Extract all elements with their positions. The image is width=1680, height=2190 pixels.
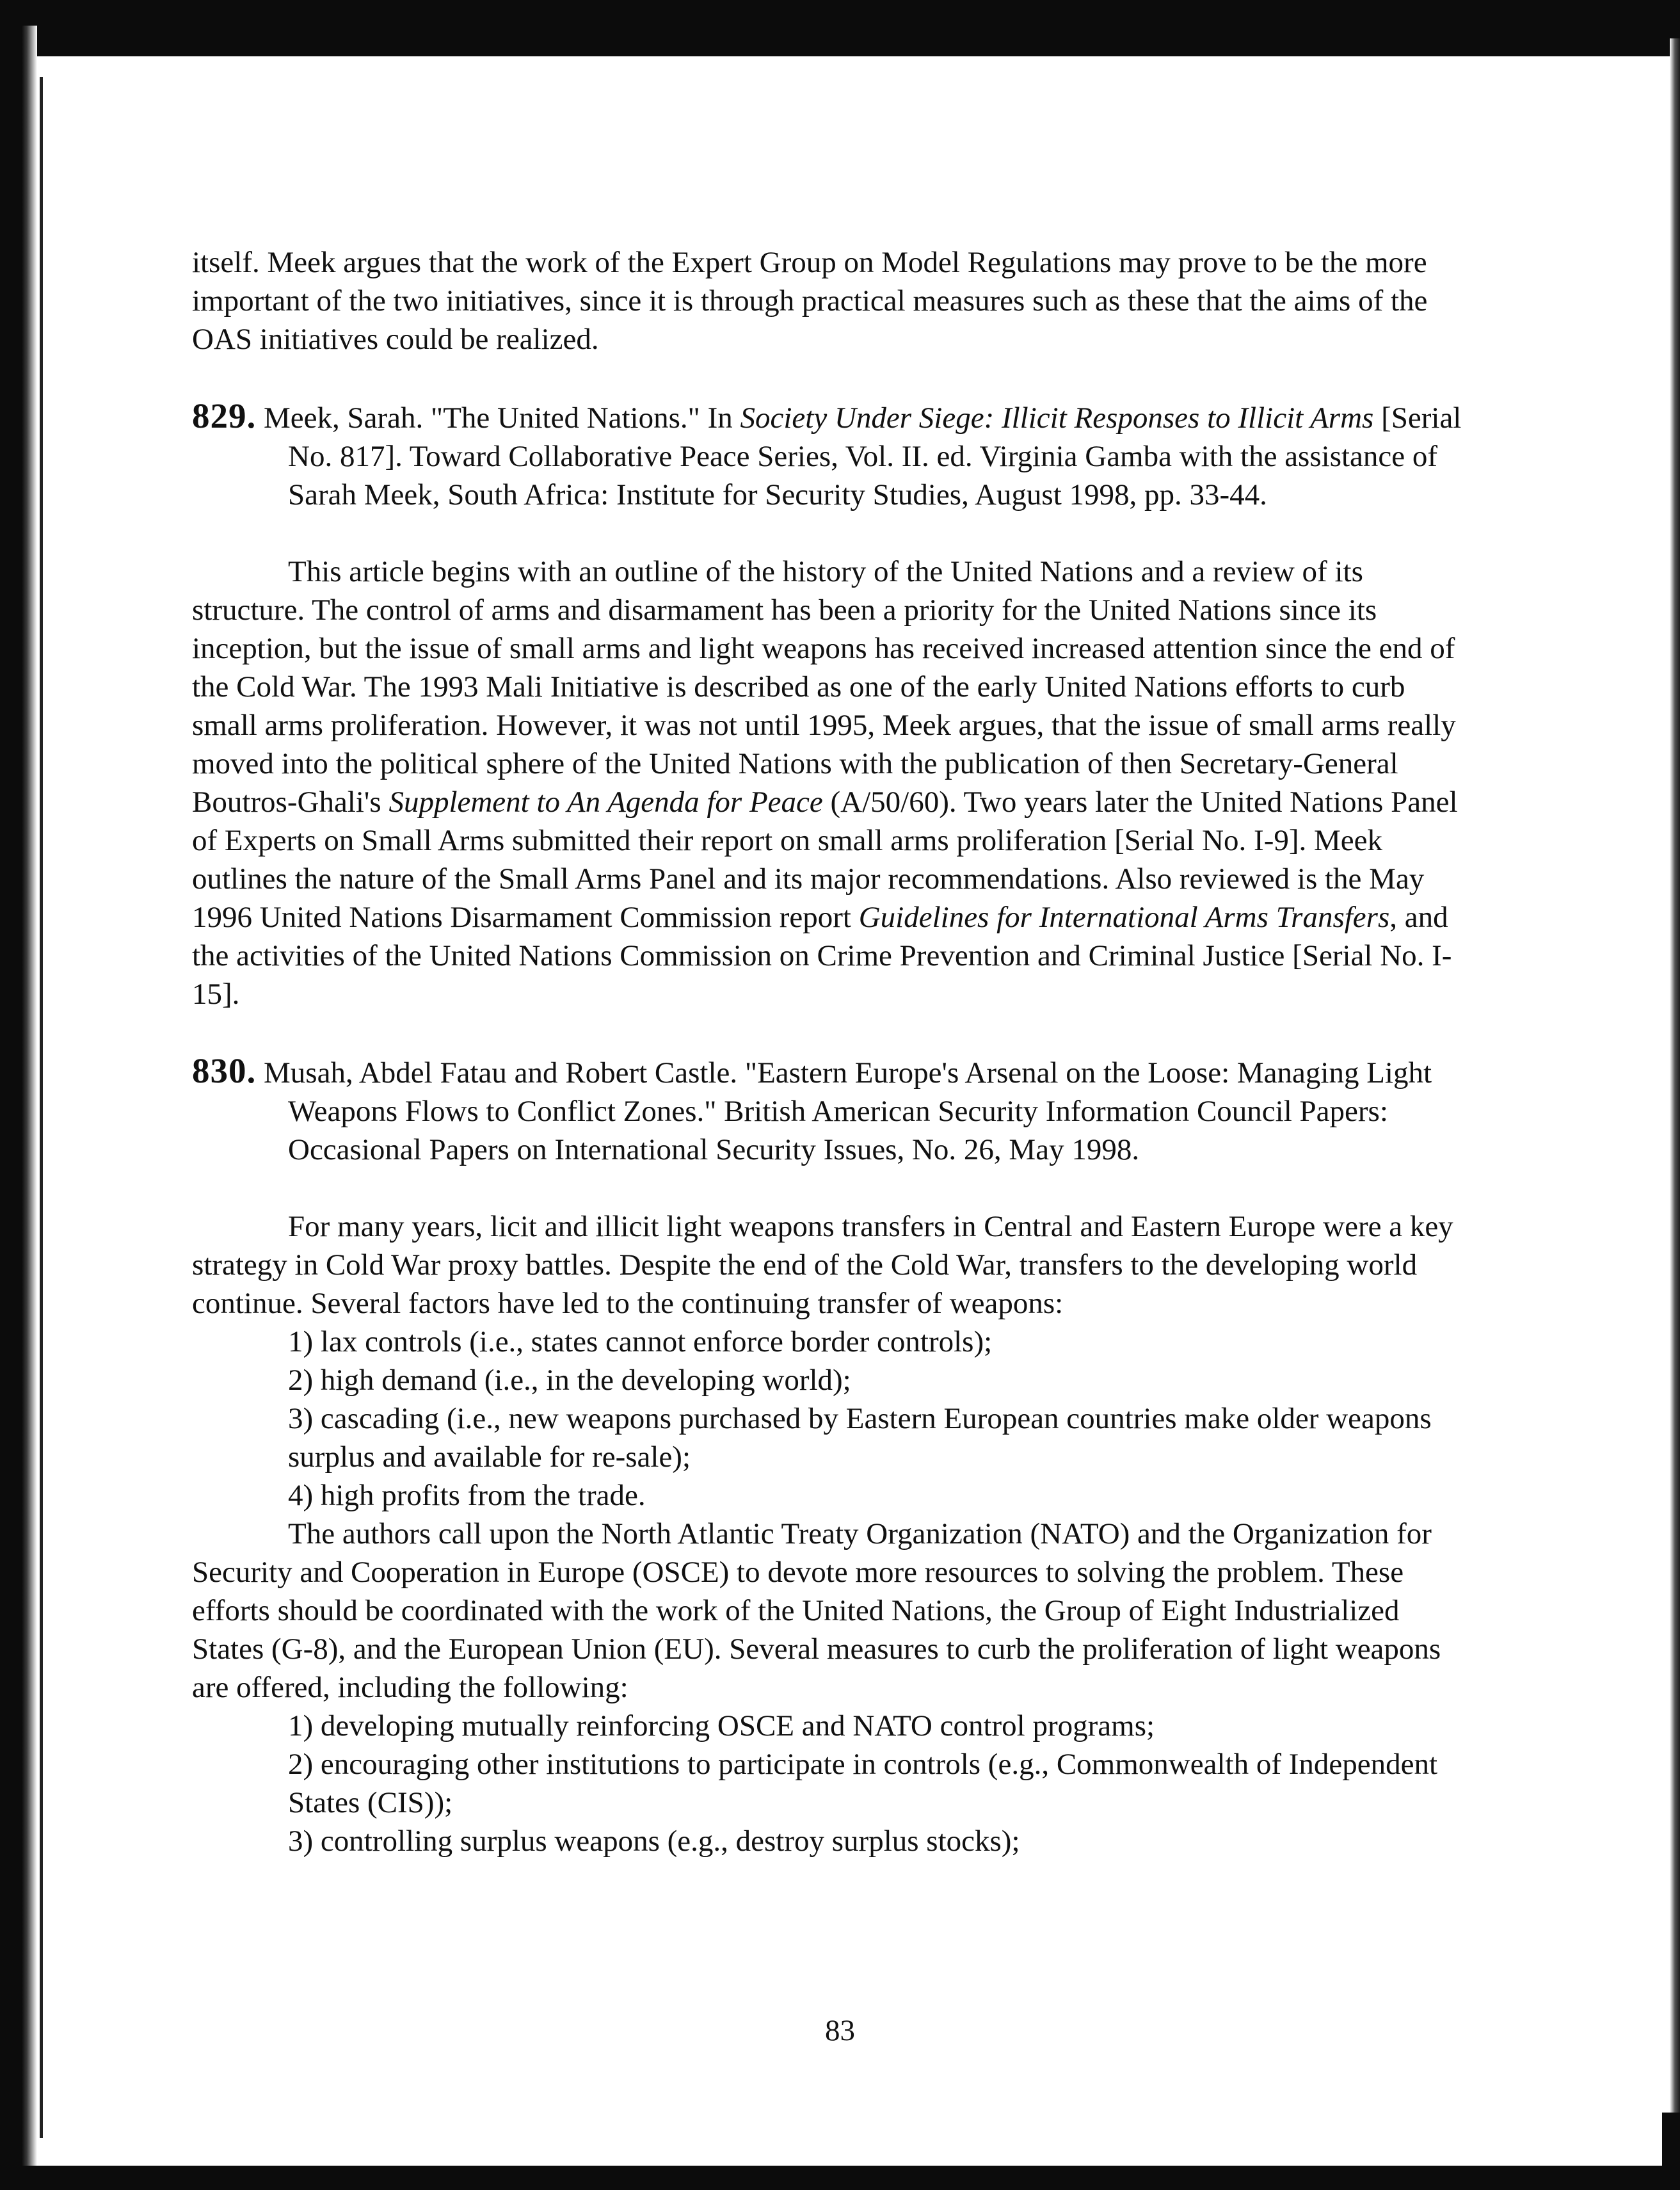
entry-830-citation: [192, 1052, 1472, 1169]
abstract-text: This article begins with an outline of the history of the United Nations and a review of its structure. The control of arms and disarmament has been a priority for the United Nations since its inception, but the issue of small arms and light weapons has received increased attention since the end of the Cold War. The 1993 Mali Initiative is described as one of the early United Nations efforts to curb small arms proliferation. However, it was not until 1995, Meek argues, that the issue of small arms really moved into the political sphere of the United Nations with the publication of then Secretary-General Boutros-Ghali's: [192, 555, 1456, 819]
citation-text: Musah, Abdel Fatau and Robert Castle. "Eastern Europe's Arsenal on the Loose: Managing Light Weapons Flows to Conflict Zones." British American Security Information Council Papers: Occasional Papers on International Security Issues, No. 26, May 1998.: [256, 1056, 1432, 1166]
scan-edge-line: [40, 77, 43, 2138]
list-item: 2) encouraging other institutions to participate in controls (e.g., Commonwealth of Independent States (CIS));: [288, 1748, 1438, 1819]
list-item: 1) developing mutually reinforcing OSCE and NATO control programs;: [288, 1709, 1155, 1743]
citation-text: Meek, Sarah. "The United Nations." In: [256, 401, 740, 435]
entry-829-citation: [192, 397, 1472, 514]
scan-border-bottom: [0, 2166, 1680, 2190]
list-item: 3) cascading (i.e., new weapons purchased by Eastern European countries make older weapons surplus and available for re-sale);: [288, 1402, 1432, 1474]
scan-border-right: [1670, 38, 1680, 2190]
entry-829-abstract: [192, 552, 1472, 1013]
entry-number: 829.: [192, 396, 257, 435]
citation-text: [Serial No. 817]. Toward Collaborative Peace Series, Vol. II. ed. Virginia Gamba with the assistance of Sarah Meek, South Africa: Institute for Security Studies, August 1998, pp. 33-44.: [288, 401, 1462, 511]
entry-830-abstract-intro: For many years, licit and illicit light weapons transfers in Central and Eastern Europe were a key strategy in Cold War proxy battles. Despite the end of the Cold War, transfers to the developing world continue. Several factors have led to the continuing transfer of weapons:: [192, 1210, 1453, 1320]
abstract-title: Guidelines for International Arms Transfers: [858, 901, 1390, 934]
intro-paragraph: itself. Meek argues that the work of the Expert Group on Model Regulations may prove to be the more important of the two initiatives, since it is through practical measures such as these that the aims of the OAS initiatives could be realized.: [192, 246, 1428, 356]
scan-border-top: [0, 0, 1680, 56]
list-item: 2) high demand (i.e., in the developing world);: [288, 1364, 851, 1397]
abstract-text: , and the activities of the United Nations Commission on Crime Prevention and Criminal Justice [Serial No. I-15].: [192, 901, 1452, 1011]
list-item: 3) controlling surplus weapons (e.g., destroy surplus stocks);: [288, 1824, 1020, 1858]
scan-border-left: [0, 26, 37, 2190]
abstract-title: Supplement to An Agenda for Peace: [388, 785, 823, 819]
abstract-text: (A/50/60). Two years later the United Nations Panel of Experts on Small Arms submitted their report on small arms proliferation [Serial No. I-9]. Meek outlines the nature of the Small Arms Panel and its major recommendations. Also reviewed is the May 1996 United Nations Disarmament Commission report: [192, 785, 1458, 934]
entry-number: 830.: [192, 1051, 257, 1090]
page-number: 83: [825, 2014, 855, 2047]
citation-title: Society Under Siege: Illicit Responses to Illicit Arms: [740, 401, 1374, 435]
list-item: 4) high profits from the trade.: [288, 1479, 646, 1512]
page-body: [192, 243, 1472, 1860]
entry-830-abstract-middle: The authors call upon the North Atlantic Treaty Organization (NATO) and the Organization for Security and Cooperation in Europe (OSCE) to devote more resources to solving the problem. These efforts should be coordinated with the work of the United Nations, the Group of Eight Industrialized States (G-8), and the European Union (EU). Several measures to curb the proliferation of light weapons are offered, including the following:: [192, 1517, 1441, 1704]
list-item: 1) lax controls (i.e., states cannot enforce border controls);: [288, 1325, 993, 1358]
